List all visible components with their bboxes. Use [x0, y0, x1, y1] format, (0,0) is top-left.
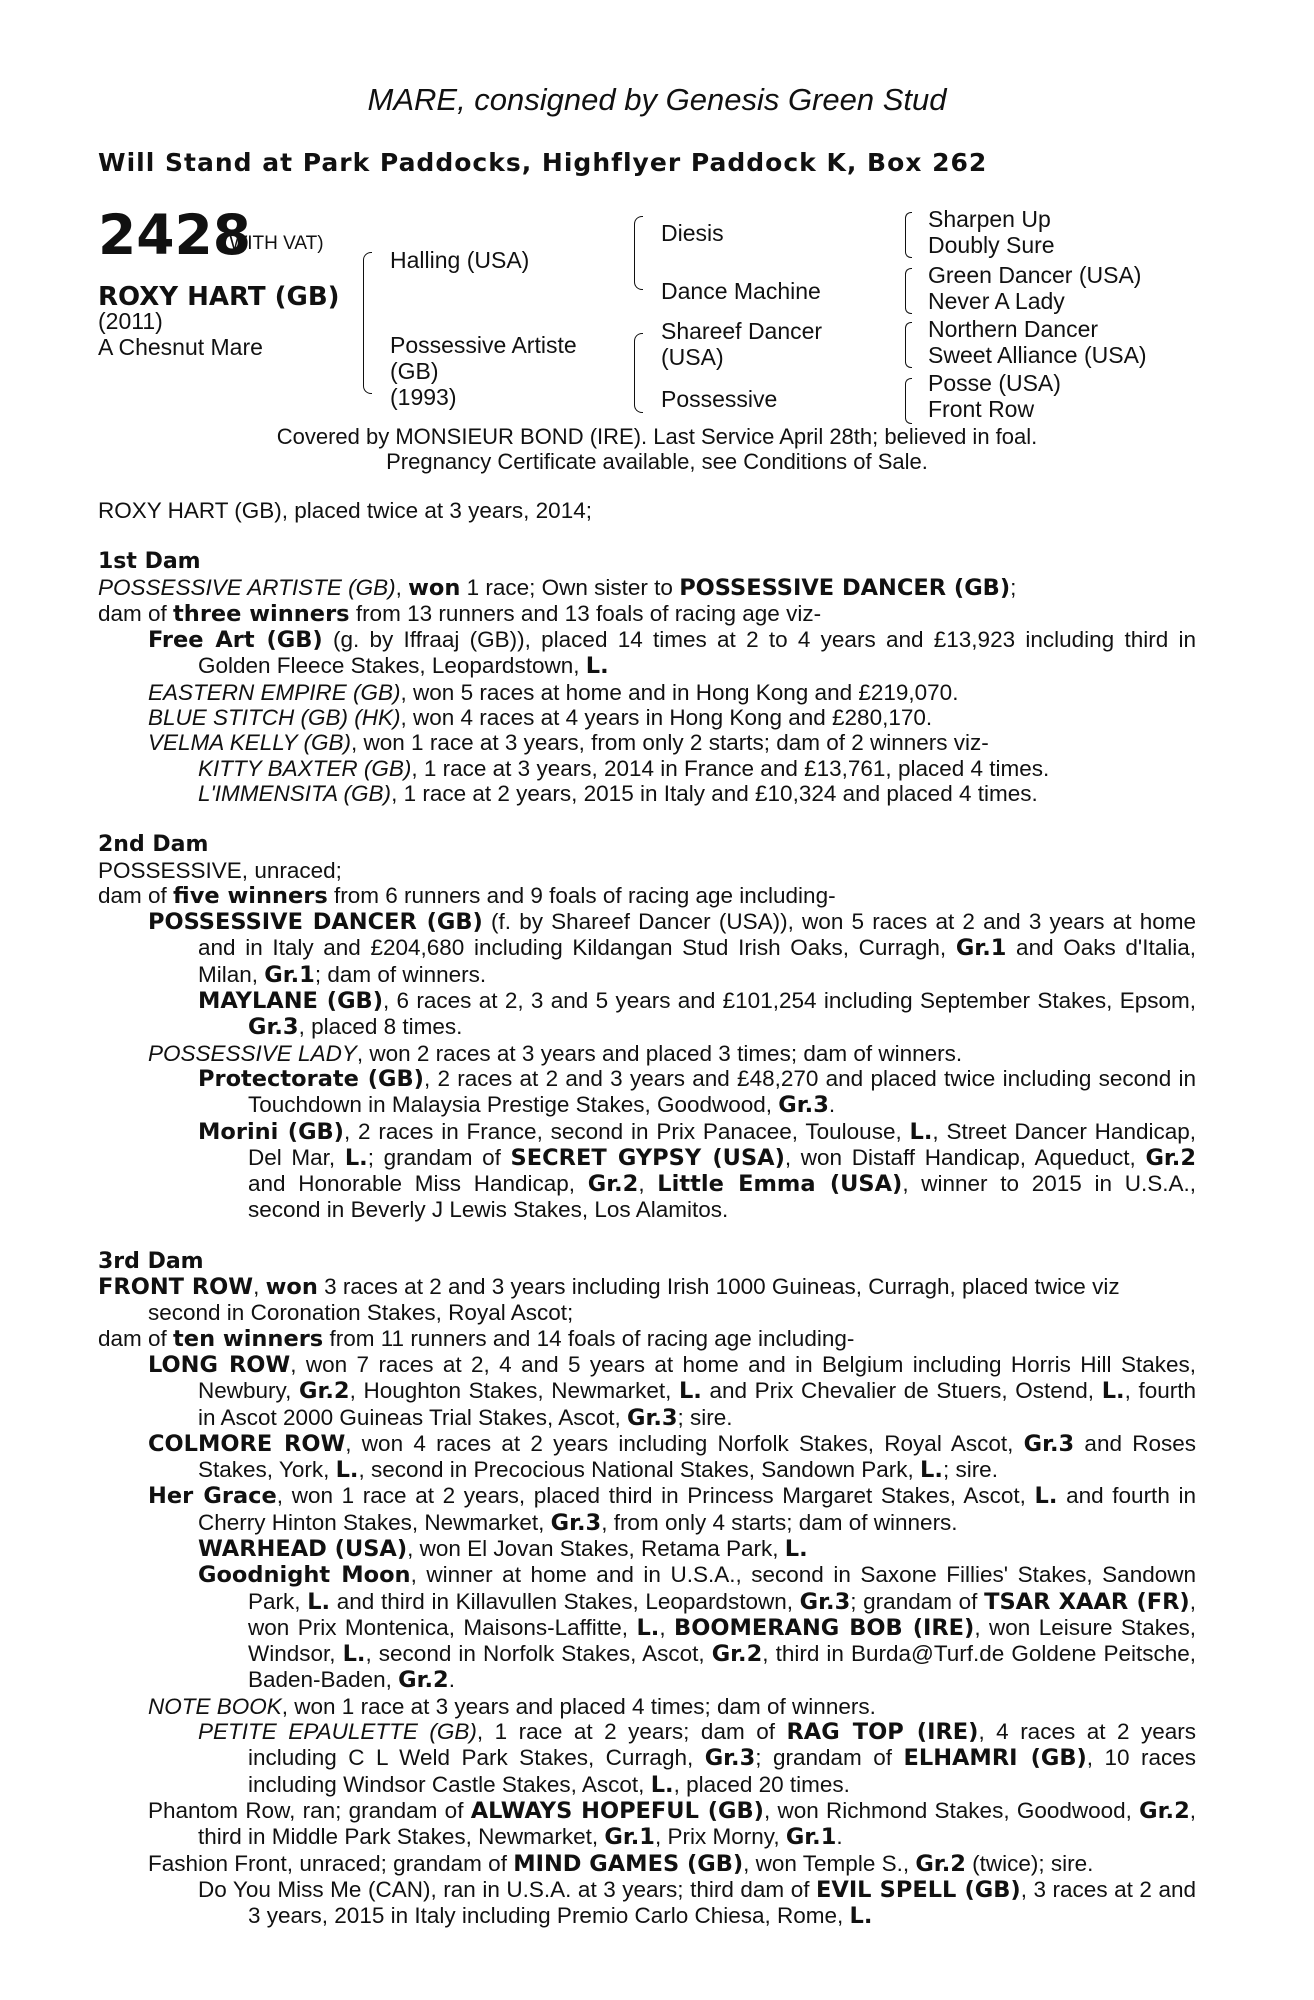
pedigree-brace-dd [905, 378, 912, 424]
lot-number: 2428 [98, 203, 252, 267]
produce-eastern-empire: EASTERN EMPIRE (GB), won 5 races at home and in Hong Kong and £219,070. [148, 679, 959, 705]
third-dam-heading: 3rd Dam [98, 1248, 204, 1274]
produce-velma-kelly: VELMA KELLY (GB), won 1 race at 3 years, from only 2 starts; dam of 2 winners viz- [148, 730, 989, 756]
covered-line2: Pregnancy Certificate available, see Conditions of Sale. [386, 449, 928, 474]
second-dam-line: POSSESSIVE, unraced; [98, 857, 342, 883]
covered-line1: Covered by MONSIEUR BOND (IRE). Last Service April 28th; believed in foal. [276, 424, 1038, 449]
pedigree-brace-ss [905, 212, 912, 258]
produce-note-book: NOTE BOOK, won 1 race at 3 years and placed 4 times; dam of winners. [148, 1693, 876, 1719]
pedigree-ddd: Front Row [928, 396, 1035, 422]
pedigree-dsd: Sweet Alliance (USA) [928, 342, 1147, 368]
produce-morini: Morini (GB), 2 races in France, second in Prix Panacee, Toulouse, L., Street Dancer Handicap, Del Mar, L.; grandam of SECRET GYPSY (USA), won Distaff Handicap, Aqueduct, Gr.2 and Honorable Miss Handicap, Gr.2, Little Emma (USA), winner to 2015 in U.S.A., second in Beverly J Lewis Stakes, Los Alamitos. [198, 1118, 1197, 1223]
second-dam-produce-summary: dam of five winners from 6 runners and 9 foals of racing age including- [98, 882, 836, 909]
pedigree-sire-sire: Diesis [661, 220, 724, 246]
produce-maylane: MAYLANE (GB), 6 races at 2, 3 and 5 years and £101,254 including September Stakes, Epsom, Gr.3, placed 8 times. [198, 988, 1196, 1041]
stand-location: Will Stand at Park Paddocks, Highflyer Paddock K, Box 262 [98, 148, 988, 177]
pedigree-dam-sire-line1: Shareef Dancer [661, 318, 823, 344]
pedigree-dam-line2: (GB) [390, 358, 439, 384]
pedigree-dds: Posse (USA) [928, 370, 1061, 396]
produce-goodnight-moon: Goodnight Moon, winner at home and in U.S.A., second in Saxone Fillies' Stakes, Sandown Park, L. and third in Killavullen Stakes, Leopardstown, Gr.3; grandam of TSAR XAAR (FR), won Prix Montenica, Maisons-Laffitte, L., BOOMERANG BOB (IRE), won Leisure Stakes, Windsor, L., second in Norfolk Stakes, Ascot, Gr.2, third in Burda@Turf.de Goldene Peitsche, Baden-Baden, Gr.2. [198, 1562, 1197, 1694]
produce-warhead: WARHEAD (USA), won El Jovan Stakes, Retama Park, L. [198, 1535, 808, 1562]
horse-description: A Chesnut Mare [98, 334, 263, 360]
pedigree-dam-sire-line2: (USA) [661, 344, 724, 370]
produce-free-art: Free Art (GB) (g. by Iffraaj (GB)), placed 14 times at 2 to 4 years and £13,923 including third in Golden Fleece Stakes, Leopardstown, L. [148, 627, 1196, 680]
pedigree-brace-main [363, 252, 372, 394]
produce-colmore-row: COLMORE ROW, won 4 races at 2 years including Norfolk Stakes, Royal Ascot, Gr.3 and Roses Stakes, York, L., second in Precocious National Stakes, Sandown Park, L.; sire. [148, 1430, 1196, 1484]
third-dam-produce-summary: dam of ten winners from 11 runners and 14 foals of racing age including- [98, 1325, 855, 1352]
covered-note [0, 424, 1314, 474]
produce-long-row: LONG ROW, won 7 races at 2, 4 and 5 years at home and in Belgium including Horris Hill Stakes, Newbury, Gr.2, Houghton Stakes, Newmarket, L. and Prix Chevalier de Stuers, Ostend, L., fourth in Ascot 2000 Guineas Trial Stakes, Ascot, Gr.3; sire. [148, 1351, 1196, 1431]
pedigree-brace-ds [905, 322, 912, 368]
pedigree-dam-dam: Possessive [661, 386, 778, 412]
pedigree-brace-dam [634, 333, 643, 413]
produce-kitty-baxter: KITTY BAXTER (GB), 1 race at 3 years, 2014 in France and £13,761, placed 4 times. [198, 755, 1050, 781]
pedigree-sdd: Never A Lady [928, 288, 1065, 314]
pedigree-sss: Sharpen Up [928, 206, 1051, 232]
produce-possessive-dancer: POSSESSIVE DANCER (GB) (f. by Shareef Dancer (USA)), won 5 races at 2 and 3 years at home and in Italy and £204,680 including Kildangan Stud Irish Oaks, Curragh, Gr.1 and Oaks d'Italia, Milan, Gr.1; dam of winners. [148, 909, 1196, 988]
first-dam-heading: 1st Dam [98, 549, 201, 575]
produce-protectorate: Protectorate (GB), 2 races at 2 and 3 years and £48,270 and placed twice including second in Touchdown in Malaysia Prestige Stakes, Goodwood, Gr.3. [198, 1065, 1196, 1119]
first-dam-line: POSSESSIVE ARTISTE (GB), won 1 race; Own sister to POSSESSIVE DANCER (GB); [98, 574, 1017, 601]
third-dam-line: FRONT ROW, won 3 races at 2 and 3 years including Irish 1000 Guineas, Curragh, placed twice viz second in Coronation Stakes, Royal Ascot; [98, 1274, 1120, 1326]
pedigree-brace-sd [905, 268, 912, 314]
pedigree-dam-line3: (1993) [390, 384, 457, 410]
produce-do-you-miss-me: Do You Miss Me (CAN), ran in U.S.A. at 3 years; third dam of EVIL SPELL (GB), 3 races at 2 and 3 years, 2015 in Italy including Premio Carlo Chiesa, Rome, L. [198, 1876, 1197, 1930]
horse-year: (2011) [98, 308, 163, 334]
produce-possessive-lady: POSSESSIVE LADY, won 2 races at 3 years and placed 3 times; dam of winners. [148, 1040, 963, 1066]
produce-limmensita: L'IMMENSITA (GB), 1 race at 2 years, 2015 in Italy and £10,324 and placed 4 times. [198, 780, 1038, 806]
pedigree-dss: Northern Dancer [928, 316, 1099, 342]
second-dam-heading: 2nd Dam [98, 832, 209, 858]
catalogue-body [98, 498, 1196, 1929]
horse-name: ROXY HART (GB) [98, 282, 340, 312]
pedigree-dam-line1: Possessive Artiste [390, 332, 577, 358]
intro-line: ROXY HART (GB), placed twice at 3 years, 2014; [98, 498, 592, 523]
produce-fashion-front: Fashion Front, unraced; grandam of MIND GAMES (GB), won Temple S., Gr.2 (twice); sire. [148, 1850, 1094, 1877]
pedigree-brace-sire [634, 216, 643, 290]
pedigree-sire: Halling (USA) [390, 247, 530, 273]
pedigree-sire-dam: Dance Machine [661, 278, 821, 304]
pedigree-ssd: Doubly Sure [928, 232, 1055, 258]
page-title: MARE, consigned by Genesis Green Stud [367, 82, 947, 117]
produce-phantom-row: Phantom Row, ran; grandam of ALWAYS HOPEFUL (GB), won Richmond Stakes, Goodwood, Gr.2, third in Middle Park Stakes, Newmarket, Gr.1, Prix Morny, Gr.1. [148, 1797, 1196, 1851]
vat-label: (WITH VAT) [223, 233, 324, 254]
first-dam-produce-summary: dam of three winners from 13 runners and 13 foals of racing age viz- [98, 600, 822, 627]
pedigree-sds: Green Dancer (USA) [928, 262, 1142, 288]
produce-her-grace: Her Grace, won 1 race at 2 years, placed third in Princess Margaret Stakes, Ascot, L. and fourth in Cherry Hinton Stakes, Newmarket, Gr.3, from only 4 starts; dam of winners. [148, 1483, 1196, 1536]
produce-blue-stitch: BLUE STITCH (GB) (HK), won 4 races at 4 years in Hong Kong and £280,170. [148, 705, 933, 731]
produce-petite-epaulette: PETITE EPAULETTE (GB), 1 race at 2 years; dam of RAG TOP (IRE), 4 races at 2 years including C L Weld Park Stakes, Curragh, Gr.3; grandam of ELHAMRI (GB), 10 races including Windsor Castle Stakes, Ascot, L., placed 20 times. [198, 1719, 1196, 1798]
